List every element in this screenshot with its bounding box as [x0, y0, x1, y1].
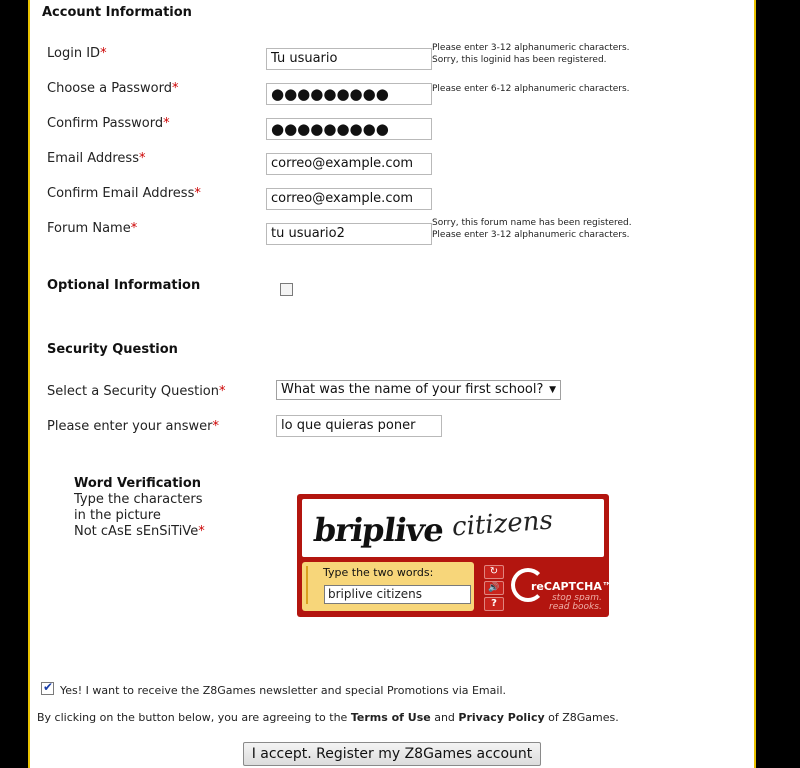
word-verification-line3: Not cAsE sEnSiTiVe* — [74, 524, 205, 539]
captcha-image — [302, 499, 604, 557]
security-section-title: Security Question — [47, 342, 178, 357]
captcha-input-area — [302, 562, 474, 611]
login-id-label: Login ID* — [47, 46, 107, 61]
forum-name-label: Forum Name* — [47, 221, 138, 236]
optional-info-checkbox[interactable] — [280, 283, 293, 296]
chevron-down-icon: ▼ — [549, 385, 556, 395]
recaptcha-tagline: stop spam. read books. — [549, 593, 602, 612]
help-icon[interactable]: ? — [484, 597, 504, 611]
word-verification-line2: in the picture — [74, 508, 161, 523]
refresh-icon[interactable]: ↻ — [484, 565, 504, 579]
checkmark-icon: ✔ — [43, 680, 54, 694]
login-id-note: Please enter 3-12 alphanumeric characters. Sorry, this loginid has been registered. — [432, 43, 630, 65]
captcha-prompt: Type the two words: — [323, 566, 434, 579]
email-label: Email Address* — [47, 151, 146, 166]
confirm-email-label: Confirm Email Address* — [47, 186, 201, 201]
word-verification-title: Word Verification — [74, 476, 202, 491]
confirm-password-input[interactable]: ●●●●●●●●● — [266, 118, 432, 140]
captcha-input[interactable]: briplive citizens — [324, 585, 471, 604]
captcha-word-1: briplive — [311, 511, 446, 549]
terms-of-use-link[interactable]: Terms of Use — [350, 711, 431, 724]
recaptcha-brand: reCAPTCHA™ — [531, 580, 613, 593]
captcha-word-2: citizens — [451, 505, 554, 543]
security-answer-input[interactable]: lo que quieras poner — [276, 415, 442, 437]
forum-name-note: Sorry, this forum name has been registered. Please enter 3-12 alphanumeric characters. — [432, 218, 632, 240]
email-input[interactable]: correo@example.com — [266, 153, 432, 175]
account-section-title: Account Information — [42, 5, 192, 20]
password-label: Choose a Password* — [47, 81, 179, 96]
word-verification-line1: Type the characters — [74, 492, 203, 507]
confirm-password-label: Confirm Password* — [47, 116, 170, 131]
optional-section-title: Optional Information — [47, 278, 201, 293]
confirm-email-input[interactable]: correo@example.com — [266, 188, 432, 210]
security-question-value: What was the name of your first school? — [281, 382, 544, 397]
terms-text: By clicking on the button below, you are agreeing to the Terms of Use and Privacy Policy of Z8Games. — [37, 711, 619, 724]
login-id-input[interactable]: Tu usuario — [266, 48, 432, 70]
register-button[interactable]: I accept. Register my Z8Games account — [243, 742, 541, 766]
newsletter-checkbox[interactable] — [41, 682, 54, 695]
security-question-label: Select a Security Question* — [47, 384, 226, 399]
password-input[interactable]: ●●●●●●●●● — [266, 83, 432, 105]
security-question-select[interactable] — [276, 380, 561, 400]
newsletter-label: Yes! I want to receive the Z8Games newsletter and special Promotions via Email. — [60, 684, 506, 697]
captcha-bracket — [306, 566, 316, 604]
security-answer-label: Please enter your answer* — [47, 419, 219, 434]
forum-name-input[interactable]: tu usuario2 — [266, 223, 432, 245]
password-note: Please enter 6-12 alphanumeric characters. — [432, 84, 630, 94]
privacy-policy-link[interactable]: Privacy Policy — [458, 711, 545, 724]
recaptcha-widget — [297, 494, 613, 617]
audio-icon[interactable]: 🔊 — [484, 581, 504, 595]
